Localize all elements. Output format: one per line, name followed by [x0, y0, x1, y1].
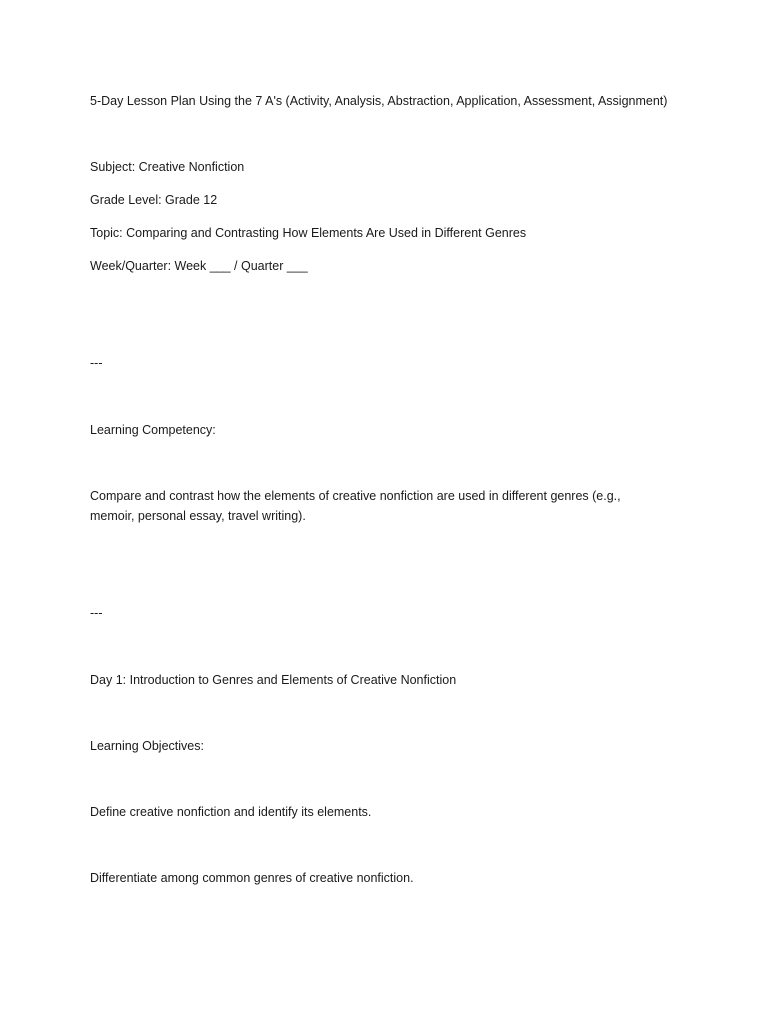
objective-item: Differentiate among common genres of creative nonfiction. [90, 871, 414, 885]
objective-item: Define creative nonfiction and identify its elements. [90, 805, 372, 819]
subject-line: Subject: Creative Nonfiction [90, 160, 245, 174]
separator: --- [90, 606, 103, 620]
grade-level-line: Grade Level: Grade 12 [90, 193, 218, 207]
objectives-heading: Learning Objectives: [90, 739, 204, 753]
competency-text: Compare and contrast how the elements of creative nonfiction are used in different genres (e.g., memoir, personal essay, travel writing). [90, 489, 621, 523]
competency-heading: Learning Competency: [90, 423, 216, 437]
document-title: 5-Day Lesson Plan Using the 7 A's (Activity, Analysis, Abstraction, Application, Assessment, Assignment) [90, 94, 668, 108]
separator: --- [90, 356, 103, 370]
topic-line: Topic: Comparing and Contrasting How Elements Are Used in Different Genres [90, 226, 527, 240]
day1-heading: Day 1: Introduction to Genres and Elements of Creative Nonfiction [90, 673, 457, 687]
week-quarter-line: Week/Quarter: Week ___ / Quarter ___ [90, 259, 308, 273]
